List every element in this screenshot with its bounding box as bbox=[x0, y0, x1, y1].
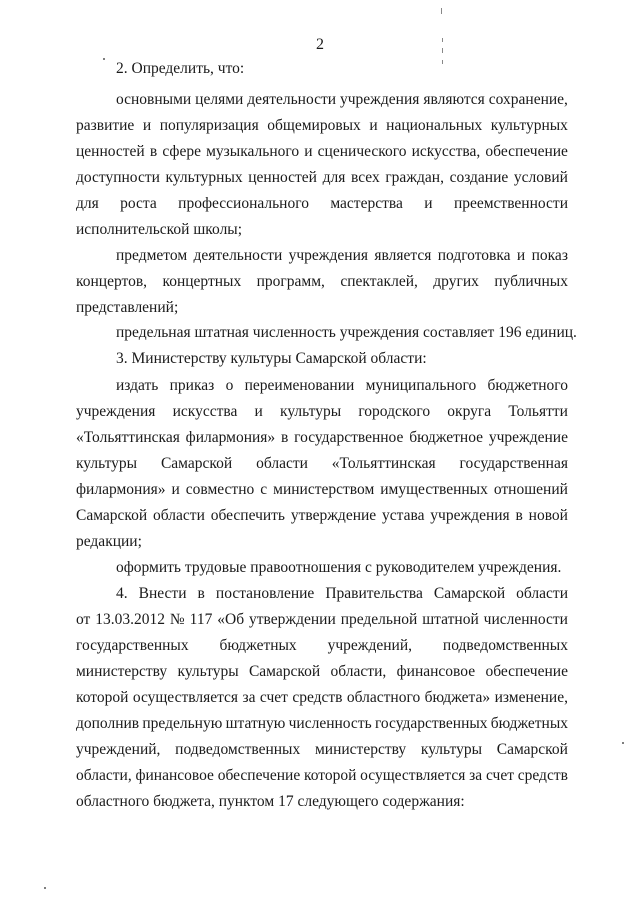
text-word: приказ bbox=[169, 377, 215, 394]
text-word: учреждения bbox=[340, 91, 420, 108]
text-word: популяризация bbox=[159, 117, 259, 134]
text-word: бюджетного bbox=[487, 377, 568, 394]
text-line: оформить трудовые правоотношения с руководителем учреждения. bbox=[116, 559, 562, 576]
text-word: министерству bbox=[314, 741, 407, 758]
text-line bbox=[76, 662, 568, 682]
text-line bbox=[76, 142, 568, 162]
text-line bbox=[116, 90, 568, 110]
text-word: культуры bbox=[76, 455, 138, 472]
text-word: изменение, bbox=[494, 689, 568, 706]
text-line bbox=[76, 480, 568, 500]
text-word: учреждения bbox=[288, 247, 368, 264]
text-line bbox=[76, 740, 568, 760]
text-word: Тольятти bbox=[508, 403, 568, 420]
text-word: области bbox=[516, 585, 568, 602]
text-word: «Тольяттинская bbox=[331, 455, 436, 472]
text-word: области, bbox=[76, 767, 132, 784]
text-word: мастерства bbox=[330, 195, 403, 212]
text-line bbox=[76, 714, 568, 734]
text-line: предельная штатная численность учреждения составляет 196 единиц. bbox=[116, 324, 577, 341]
text-word: в bbox=[197, 585, 205, 602]
text-word: министерством bbox=[273, 481, 375, 498]
text-word: средств bbox=[517, 767, 568, 784]
text-word: преемственности bbox=[453, 195, 568, 212]
text-word: Правительства bbox=[325, 585, 423, 602]
text-word: государственная bbox=[459, 455, 568, 472]
text-word: «Об bbox=[217, 611, 245, 628]
scan-mark bbox=[442, 38, 443, 42]
text-word: общемировых bbox=[267, 117, 361, 134]
text-line bbox=[76, 428, 568, 448]
text-line: 2. Определить, что: bbox=[116, 60, 245, 77]
text-word: основными bbox=[116, 91, 192, 108]
text-word: Самарской bbox=[496, 741, 568, 758]
text-word: министерству bbox=[76, 663, 168, 680]
text-word: являются bbox=[423, 91, 485, 108]
text-word: всех bbox=[350, 169, 380, 186]
text-line bbox=[76, 168, 568, 188]
text-word: совместно bbox=[185, 481, 255, 498]
text-word: бюджетных bbox=[490, 715, 568, 732]
text-line: 3. Министерству культуры Самарской области: bbox=[116, 350, 427, 367]
text-word: для bbox=[76, 195, 99, 212]
text-word: за bbox=[469, 767, 483, 784]
text-word: областного bbox=[346, 689, 421, 706]
text-word: сценического bbox=[317, 143, 407, 160]
text-word: доступности bbox=[76, 169, 160, 186]
scan-speck bbox=[44, 887, 46, 889]
text-word: и bbox=[142, 117, 152, 134]
text-word: создание bbox=[449, 169, 509, 186]
text-word: счет bbox=[485, 767, 514, 784]
text-word: и bbox=[424, 195, 433, 212]
text-word: Самарской bbox=[433, 585, 506, 602]
text-word: утверждении bbox=[249, 611, 336, 628]
text-word: концертов, bbox=[76, 273, 148, 290]
text-line bbox=[76, 766, 568, 786]
text-word: и bbox=[254, 403, 263, 420]
text-word: области bbox=[256, 455, 308, 472]
text-word: национальных bbox=[386, 117, 483, 134]
text-word: для bbox=[322, 169, 346, 186]
text-word: финансовое bbox=[135, 767, 214, 784]
text-word: учреждения bbox=[430, 507, 510, 524]
text-line: представлений; bbox=[76, 299, 179, 316]
text-word: городского bbox=[358, 403, 431, 420]
text-word: предельную bbox=[142, 715, 223, 732]
text-word: развитие bbox=[76, 117, 135, 134]
text-word: штатную bbox=[225, 715, 286, 732]
text-word: и bbox=[304, 143, 313, 160]
text-word: сохранение, bbox=[488, 91, 568, 108]
text-word: округа bbox=[447, 403, 492, 420]
text-word: культуры bbox=[280, 403, 342, 420]
text-word: от bbox=[76, 611, 91, 628]
text-word: бюджетных bbox=[219, 637, 297, 654]
text-word: обеспечить bbox=[210, 507, 286, 524]
text-word: филармония» bbox=[76, 481, 166, 498]
text-word: численность bbox=[288, 715, 372, 732]
text-word: 13.03.2012 bbox=[95, 611, 165, 628]
text-word: области, bbox=[330, 663, 387, 680]
text-word: которой bbox=[303, 767, 357, 784]
page-number: 2 bbox=[316, 36, 324, 53]
text-word: культуры bbox=[177, 663, 239, 680]
text-word: учреждений, bbox=[327, 637, 413, 654]
text-word: и bbox=[171, 481, 180, 498]
text-line bbox=[76, 636, 568, 656]
text-word: искусства bbox=[172, 403, 238, 420]
text-word: финансовое bbox=[396, 663, 476, 680]
text-word: в bbox=[280, 429, 289, 446]
text-word: № bbox=[169, 611, 185, 628]
text-word: предметом bbox=[116, 247, 188, 264]
text-word: Внести bbox=[138, 585, 187, 602]
text-word: в bbox=[515, 507, 523, 524]
text-line: редакции; bbox=[76, 533, 142, 550]
text-word: учреждений, bbox=[76, 741, 161, 758]
text-word: деятельности bbox=[247, 91, 337, 108]
text-line bbox=[116, 376, 568, 396]
text-word: осуществляется bbox=[360, 767, 466, 784]
text-word: Самарской bbox=[76, 507, 148, 524]
text-line: исполнительской школы; bbox=[76, 221, 243, 238]
text-word: профессионального bbox=[178, 195, 309, 212]
text-word: бюджетное bbox=[409, 429, 484, 446]
text-word: отношений bbox=[493, 481, 568, 498]
text-word: учреждения bbox=[76, 403, 156, 420]
text-word: за bbox=[242, 689, 256, 706]
text-word: и bbox=[369, 117, 378, 134]
text-word: спектаклей, bbox=[340, 273, 418, 290]
text-word: подведомственных bbox=[175, 741, 301, 758]
text-word: концертных bbox=[162, 273, 242, 290]
text-word: граждан, bbox=[385, 169, 444, 186]
text-word: утверждение bbox=[290, 507, 377, 524]
text-word: Самарской bbox=[248, 663, 321, 680]
text-word: деятельности bbox=[193, 247, 283, 264]
text-word: государственное bbox=[294, 429, 404, 446]
scan-mark bbox=[442, 48, 443, 53]
text-word: о bbox=[225, 377, 234, 394]
text-line bbox=[76, 272, 568, 292]
text-word: «Тольяттинская bbox=[76, 429, 180, 446]
text-word: области bbox=[153, 507, 205, 524]
text-line bbox=[76, 454, 568, 474]
text-word: филармония» bbox=[185, 429, 276, 446]
text-word: культуры bbox=[420, 741, 482, 758]
text-word: государственных bbox=[76, 637, 189, 654]
text-word: ценностей bbox=[248, 169, 317, 186]
text-word: дополнив bbox=[76, 715, 140, 732]
text-word: 4. bbox=[116, 585, 128, 602]
text-word: имущественных bbox=[380, 481, 488, 498]
text-word: обеспечение bbox=[485, 663, 568, 680]
text-word: культурных bbox=[490, 117, 568, 134]
text-word: подведомственных bbox=[442, 637, 568, 654]
scan-speck bbox=[622, 742, 624, 744]
text-word: обеспечение bbox=[485, 143, 568, 160]
text-word: роста bbox=[120, 195, 157, 212]
text-word: в bbox=[149, 143, 158, 160]
text-word: ценностей bbox=[76, 143, 145, 160]
text-word: условий bbox=[513, 169, 568, 186]
text-word: численности bbox=[483, 611, 568, 628]
text-word: подготовка bbox=[437, 247, 511, 264]
text-word: показ bbox=[531, 247, 568, 264]
text-word: сфере bbox=[162, 143, 201, 160]
text-word: искусства, bbox=[411, 143, 481, 160]
text-line bbox=[116, 584, 568, 604]
text-word: других bbox=[433, 273, 479, 290]
text-word: штатной bbox=[422, 611, 479, 628]
text-word: издать bbox=[116, 377, 159, 394]
text-line: областного бюджета, пунктом 17 следующего содержания: bbox=[76, 793, 465, 810]
text-line bbox=[76, 402, 568, 422]
text-word: музыкального bbox=[206, 143, 300, 160]
text-word: обеспечение bbox=[217, 767, 301, 784]
text-word: переименовании bbox=[244, 377, 355, 394]
text-line bbox=[76, 194, 568, 214]
text-word: является bbox=[374, 247, 432, 264]
text-word: публичных bbox=[494, 273, 568, 290]
text-word: осуществляется bbox=[132, 689, 239, 706]
scan-mark bbox=[441, 8, 442, 14]
text-line bbox=[76, 688, 568, 708]
text-word: муниципального bbox=[365, 377, 477, 394]
text-word: и bbox=[516, 247, 526, 264]
text-word: бюджета» bbox=[424, 689, 491, 706]
text-line bbox=[76, 116, 568, 136]
text-word: программ, bbox=[256, 273, 325, 290]
text-word: культурных bbox=[165, 169, 243, 186]
scan-mark bbox=[442, 60, 443, 64]
text-word: 117 bbox=[189, 611, 213, 628]
text-word: постановление bbox=[215, 585, 315, 602]
text-word: учреждение bbox=[488, 429, 568, 446]
text-line bbox=[76, 506, 568, 526]
text-word: которой bbox=[76, 689, 129, 706]
text-word: предельной bbox=[340, 611, 418, 628]
text-word: устава bbox=[382, 507, 425, 524]
text-word: Самарской bbox=[160, 455, 233, 472]
text-word: счет bbox=[259, 689, 288, 706]
text-word: целями bbox=[195, 91, 244, 108]
text-word: средств bbox=[292, 689, 343, 706]
text-line bbox=[76, 610, 568, 630]
text-word: с bbox=[260, 481, 268, 498]
scan-speck bbox=[103, 58, 105, 60]
text-word: новой bbox=[528, 507, 568, 524]
text-line bbox=[116, 246, 568, 266]
text-word: государственных bbox=[374, 715, 488, 732]
